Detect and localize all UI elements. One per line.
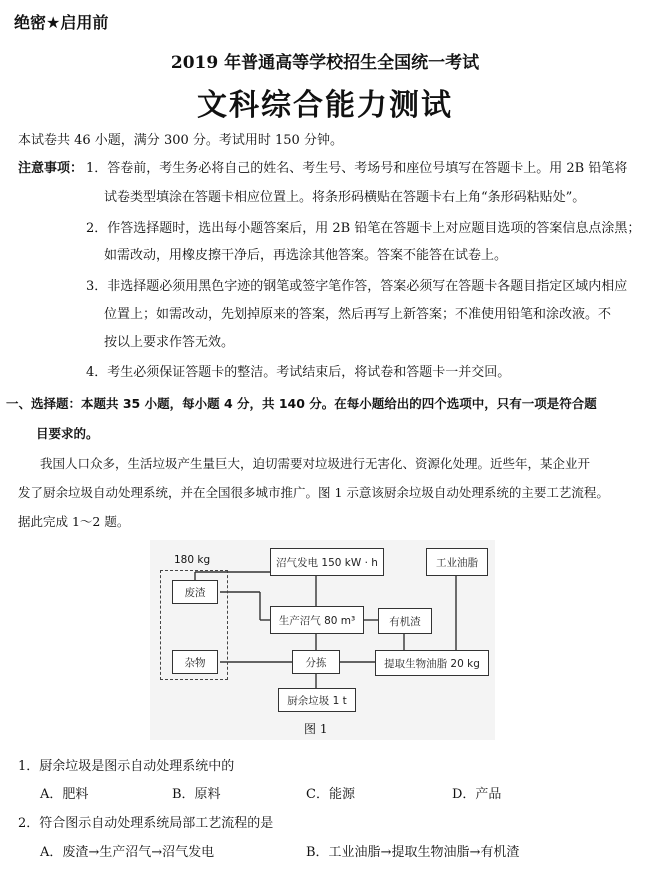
question-2-option-a: A．废渣→生产沼气→沼气发电: [40, 845, 215, 860]
organic-residue-box: 有机渣: [378, 608, 432, 634]
note-item-1-line-2: 试卷类型填涂在答题卡相应位置上。将条形码横贴在答题卡右上角“条形码粘贴处”。: [104, 190, 586, 205]
passage-line-1: 我国人口众多，生活垃圾产生量巨大，迫切需要对垃圾进行无害化、资源化处理。近些年，某企业开: [40, 456, 591, 471]
question-2-stem: 2．符合图示自动处理系统局部工艺流程的是: [18, 816, 274, 831]
exam-intro: 本试卷共 46 小题，满分 300 分。考试用时 150 分钟。: [18, 133, 343, 148]
note-item-3-line-3: 按以上要求作答无效。: [104, 335, 235, 350]
residue-box: 废渣: [172, 580, 218, 604]
exam-title: 2019 年普通高等学校招生全国统一考试: [170, 53, 480, 73]
section-1-heading-cont: 目要求的。: [36, 426, 99, 441]
question-2-option-b: B．工业油脂→提取生物油脂→有机渣: [306, 845, 520, 860]
note-item-1-line-1: 1．答卷前，考生务必将自己的姓名、考生号、考场号和座位号填写在答题卡上。用 2B 铅笔将: [86, 161, 628, 176]
biogas-production-box: 生产沼气 80 m³: [270, 606, 364, 634]
sorting-box: 分拣: [292, 650, 340, 674]
sundries-box: 杂物: [172, 650, 218, 674]
passage-line-3: 据此完成 1～2 题。: [18, 514, 130, 529]
note-item-3-line-1: 3．非选择题必须用黑色字迹的钢笔或签字笔作答，答案必须写在答题卡各题目指定区域内相应: [86, 279, 628, 294]
residue-weight-label: 180 kg: [174, 554, 211, 566]
note-item-4: 4．考生必须保证答题卡的整洁。考试结束后，将试卷和答题卡一并交回。: [86, 365, 511, 380]
note-item-2-line-1: 2．作答选择题时，选出每小题答案后，用 2B 铅笔在答题卡上对应题目选项的答案信息点涂黑；: [86, 221, 641, 236]
note-item-3-line-2: 位置上；如需改动，先划掉原来的答案，然后再写上新答案；不准使用铅笔和涂改液。不: [104, 307, 612, 322]
question-1-option-b: B．原料: [172, 787, 221, 802]
kitchen-waste-box: 厨余垃圾 1 t: [278, 688, 356, 712]
passage-line-2: 发了厨余垃圾自动处理系统，并在全国很多城市推广。图 1 示意该厨余垃圾自动处理系统的主要工艺流程。: [18, 485, 609, 500]
biogas-power-box: 沼气发电 150 kW · h: [270, 548, 384, 576]
section-1-heading: 一、选择题：本题共 35 小题，每小题 4 分，共 140 分。在每小题给出的四个选项中，只有一项是符合题: [6, 396, 597, 411]
question-1-option-d: D．产品: [452, 787, 502, 802]
notes-label: 注意事项：: [18, 161, 84, 176]
question-1-stem: 1．厨余垃圾是图示自动处理系统中的: [18, 759, 235, 774]
extract-bio-oil-box: 提取生物油脂 20 kg: [375, 650, 489, 676]
figure-1-flowchart: [150, 540, 495, 740]
page-title: 文科综合能力测试: [197, 88, 453, 123]
question-1-option-a: A．肥料: [40, 787, 89, 802]
industrial-oil-box: 工业油脂: [426, 548, 488, 576]
note-item-2-line-2: 如需改动，用橡皮擦干净后，再选涂其他答案。答案不能答在试卷上。: [104, 248, 508, 263]
confidential-label: 绝密★启用前: [14, 13, 109, 32]
figure-caption: 图 1: [304, 722, 328, 736]
question-1-option-c: C．能源: [306, 787, 355, 802]
